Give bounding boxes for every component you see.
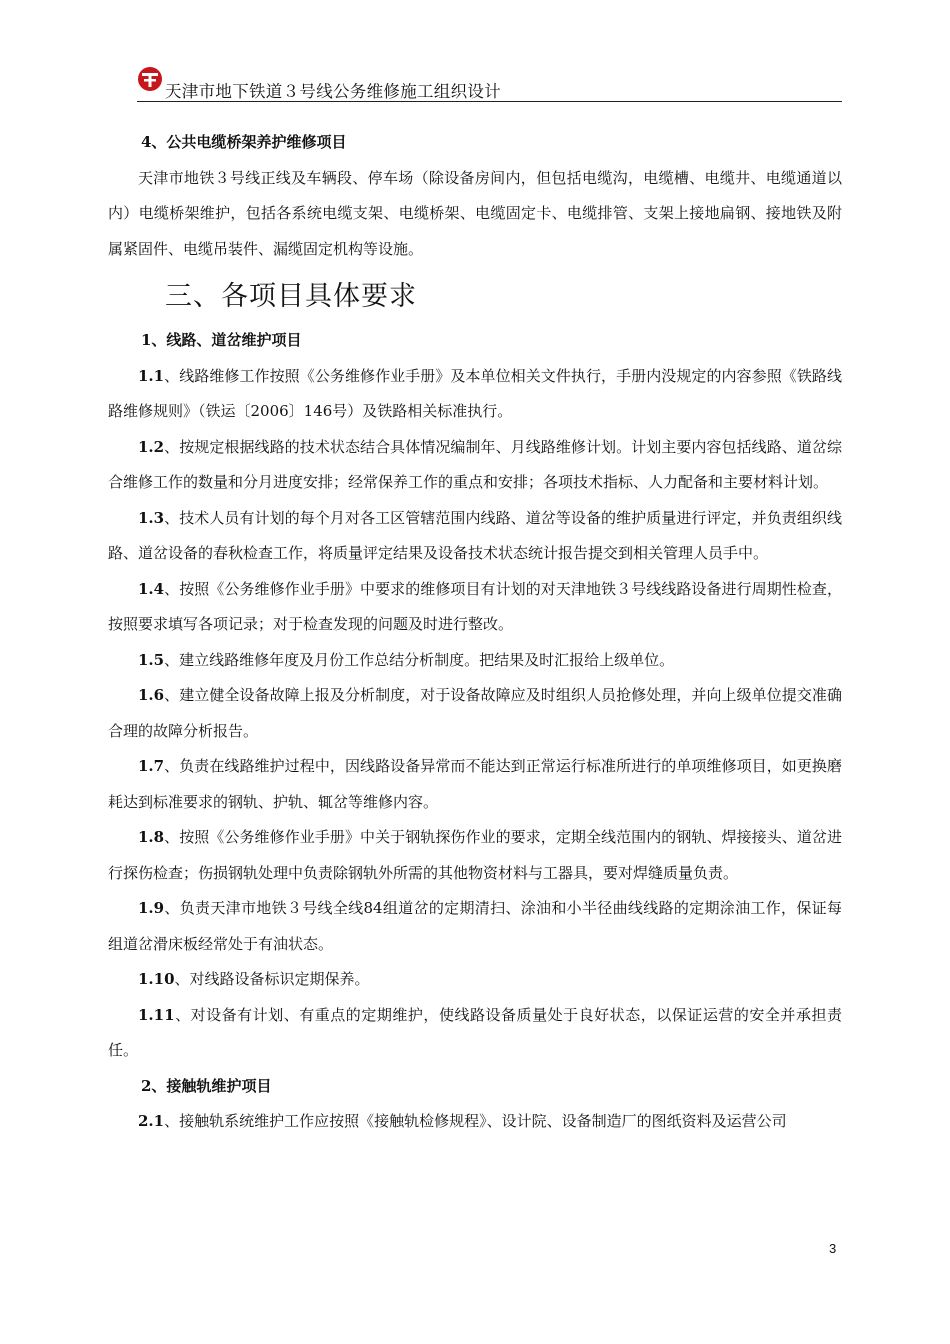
clause-text: 、建立健全设备故障上报及分析制度，对于设备故障应及时组织人员抢修处理，并向上级单位提交准确合理的故障分析报告。: [108, 686, 842, 740]
clause-number: 1.5: [138, 650, 165, 669]
clause-number: 1.6: [138, 686, 165, 704]
req-1-7: [108, 749, 842, 820]
clause-text: 、对线路设备标识定期保养。: [174, 970, 370, 988]
req-1-8: [108, 820, 842, 891]
document-body: [108, 125, 842, 1140]
req-1-5: [108, 643, 842, 679]
header-divider: [137, 101, 842, 102]
item-4-body: 天津市地铁３号线正线及车辆段、停车场（除设备房间内，但包括电缆沟，电缆槽、电缆井、电缆通道以内）电缆桥架维护，包括各系统电缆支架、电缆桥架、电缆固定卡、电缆排管、支架上接地扁钢、接地铁及附属紧固件、电缆吊装件、漏缆固定机构等设施。: [108, 168, 842, 258]
req-1-9: [108, 891, 842, 962]
clause-number: 1.9: [138, 899, 165, 917]
clause-text: 、按照《公务维修作业手册》中关于钢轨探伤作业的要求，定期全线范围内的钢轨、焊接接头、道岔进行探伤检查；伤损钢轨处理中负责除钢轨外所需的其他物资材料与工器具，要对焊缝质量负责。: [108, 828, 842, 882]
item-4-heading: 4、公共电缆桥架养护维修项目: [141, 133, 347, 151]
req-1-heading: 1、线路、道岔维护项目: [141, 331, 302, 349]
clause-number: 1.10: [138, 970, 175, 988]
clause-text: 、建立线路维修年度及月份工作总结分析制度。把结果及时汇报给上级单位。: [164, 650, 675, 669]
req-1-10: [108, 962, 842, 998]
clause-number: 1.1: [138, 366, 165, 385]
page-header: [137, 66, 842, 104]
header-title: 天津市地下铁道３号线公务维修施工组织设计: [165, 82, 501, 101]
clause-text: 、对设备有计划、有重点的定期维护，使线路设备质量处于良好状态，以保证运营的安全并承担责任。: [108, 1005, 842, 1059]
req-1-11: [108, 998, 842, 1069]
page-number: 3: [829, 1241, 837, 1256]
clause-text: 、按规定根据线路的技术状态结合具体情况编制年、月线路维修计划。计划主要内容包括线路、道岔综合维修工作的数量和分月进度安排；经常保养工作的重点和安排；各项技术指标、人力配备和主要材料计划。: [108, 437, 842, 491]
req-2-1: [108, 1104, 842, 1140]
clause-number: 1.4: [138, 579, 165, 598]
clause-text: 、负责天津市地铁３号线全线84组道岔的定期清扫、涂油和小半径曲线线路的定期涂油工作，保证每组道岔滑床板经常处于有油状态。: [108, 899, 842, 953]
clause-text: 、接触轨系统维护工作应按照《接触轨检修规程》、设计院、设备制造厂的图纸资料及运营公司: [164, 1112, 787, 1130]
tianjin-metro-logo-icon: [137, 66, 163, 92]
clause-number: 1.8: [138, 828, 165, 846]
clause-text: 、按照《公务维修作业手册》中要求的维修项目有计划的对天津地铁３号线线路设备进行周期性检查，按照要求填写各项记录；对于检查发现的问题及时进行整改。: [108, 579, 842, 633]
req-1-4: [108, 572, 842, 643]
clause-number: 1.3: [138, 508, 165, 527]
req-1-1: [108, 359, 842, 430]
clause-number: 1.11: [138, 1005, 175, 1024]
req-1-6: [108, 678, 842, 749]
clause-text: 、技术人员有计划的每个月对各工区管辖范围内线路、道岔等设备的维护质量进行评定，并负责组织线路、道岔设备的春秋检查工作，将质量评定结果及设备技术状态统计报告提交到相关管理人员手中。: [108, 508, 842, 562]
req-2-heading: 2、接触轨维护项目: [141, 1076, 272, 1095]
clause-text: 、线路维修工作按照《公务维修作业手册》及本单位相关文件执行，手册内没规定的内容参照《铁路线路维修规则》（铁运〔2006〕146号）及铁路相关标准执行。: [108, 366, 842, 420]
clause-number: 1.2: [138, 437, 165, 456]
section-3-heading: 三、各项目具体要求: [165, 281, 417, 312]
req-1-3: [108, 501, 842, 572]
clause-number: 1.7: [138, 757, 165, 775]
req-1-2: [108, 430, 842, 501]
clause-text: 、负责在线路维护过程中，因线路设备异常而不能达到正常运行标准所进行的单项维修项目，如更换磨耗达到标准要求的钢轨、护轨、辄岔等维修内容。: [108, 757, 842, 811]
clause-number: 2.1: [138, 1112, 165, 1130]
